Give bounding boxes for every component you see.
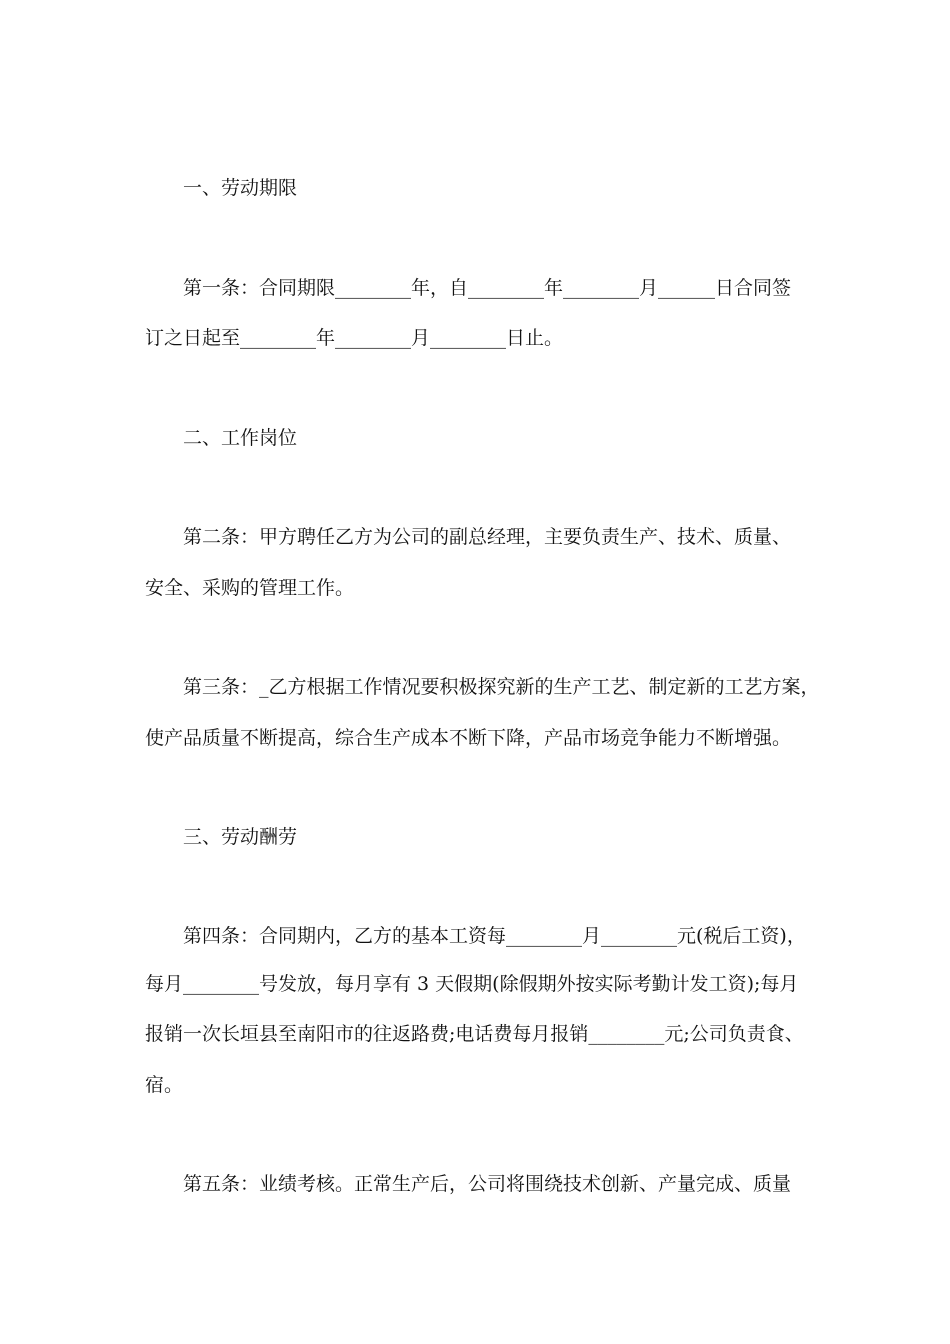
section-heading-2: 二、工作岗位: [183, 427, 298, 449]
clause-3-line-2: 使产品质量不断提高，综合生产成本不断下降，产品市场竞争能力不断增强。: [145, 727, 792, 749]
section-heading-3: 三、劳动酬劳: [183, 826, 298, 848]
section-heading-1: 一、劳动期限: [183, 177, 298, 199]
clause-4-line-1: 第四条：合同期内，乙方的基本工资每________月________元(税后工资)，: [183, 925, 806, 947]
clause-1-line-2: 订之日起至________年________月________日止。: [145, 327, 564, 349]
clause-5-line-1: 第五条：业绩考核。正常生产后，公司将围绕技术创新、产量完成、质量: [183, 1173, 792, 1195]
clause-4-line-2: 每月________号发放，每月享有 3 天假期(除假期外按实际考勤计发工资);每月: [145, 973, 799, 995]
clause-4-line-3: 报销一次长垣县至南阳市的往返路费;电话费每月报销________元;公司负责食、: [145, 1023, 804, 1045]
clause-3-line-1: 第三条：_乙方根据工作情况要积极探究新的生产工艺、制定新的工艺方案，: [183, 676, 820, 698]
clause-1-line-1: 第一条：合同期限________年，自________年________月______日合同签: [183, 277, 792, 299]
clause-2-line-2: 安全、采购的管理工作。: [145, 577, 355, 599]
clause-4-line-4: 宿。: [145, 1074, 184, 1096]
clause-2-line-1: 第二条：甲方聘任乙方为公司的副总经理，主要负责生产、技术、质量、: [183, 526, 792, 548]
